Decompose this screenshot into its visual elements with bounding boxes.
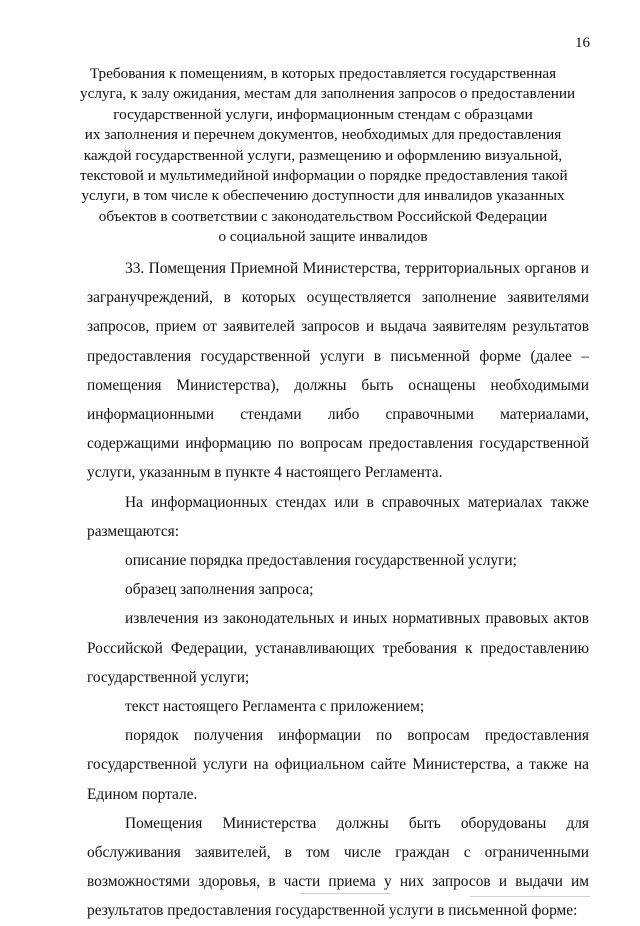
list-item: порядок получения информации по вопросам предоставления государственной услуги на официальном сайте Министерства, а также на Едином портале. xyxy=(87,727,589,803)
heading-line: текстовой и мультимедийной информации о порядке предоставления такой xyxy=(80,167,568,185)
scan-artifact xyxy=(300,893,390,894)
page-number: 16 xyxy=(575,35,590,51)
section-heading xyxy=(80,64,576,248)
list-item: описание порядка предоставления государственной услуги; xyxy=(125,552,517,570)
paragraph-stands-intro: На информационных стендах или в справочных материалах также размещаются: xyxy=(87,493,589,540)
heading-line: объектов в соответствии с законодательством Российской Федерации xyxy=(98,207,548,225)
heading-line: Требования к помещениям, в которых предоставляется государственная xyxy=(89,65,557,82)
heading-line: государственной услуги, информационным стендам с образцами xyxy=(113,105,533,123)
list-item: извлечения из законодательных и иных нормативных правовых актов Российской Федерации, устанавливающих требования к предоставлению государственной услуги; xyxy=(87,610,589,686)
heading-line: их заполнения и перечнем документов, необходимых для предоставления xyxy=(84,126,562,144)
paragraph-33: 33. Помещения Приемной Министерства, территориальных органов и загранучреждений, в которых осуществляется заполнение заявителями запросов, прием от заявителей запросов и выдача заявителям результатов предоставления государственной услуги в письменной форме (далее – помещения Министерства), должны быть оснащены необходимыми информационными стендами либо справочными материалами, содержащими информацию по вопросам предоставления государственной услуги, указанным в пункте 4 настоящего Регламента. xyxy=(87,260,589,482)
heading-line: услуги, в том числе к обеспечению доступности для инвалидов указанных xyxy=(81,187,565,205)
paragraph-equipment: Помещения Министерства должны быть оборудованы для обслуживания заявителей, в том числе граждан с ограниченными возможностями здоровья, в части приема у них запросов и выдачи им результатов предоставления государственной услуги в письменной форме: xyxy=(87,814,589,920)
heading-line: каждой государственной услуги, размещению и оформлению визуальной, xyxy=(83,146,563,164)
scan-artifact xyxy=(470,896,590,897)
list-item: текст настоящего Регламента с приложением; xyxy=(125,698,425,716)
document-body xyxy=(87,254,589,926)
heading-line: о социальной защите инвалидов xyxy=(218,228,428,246)
heading-line: услуга, к залу ожидания, местам для заполнения запросов о предоставлении xyxy=(80,85,576,103)
list-item: образец заполнения запроса; xyxy=(125,581,314,599)
